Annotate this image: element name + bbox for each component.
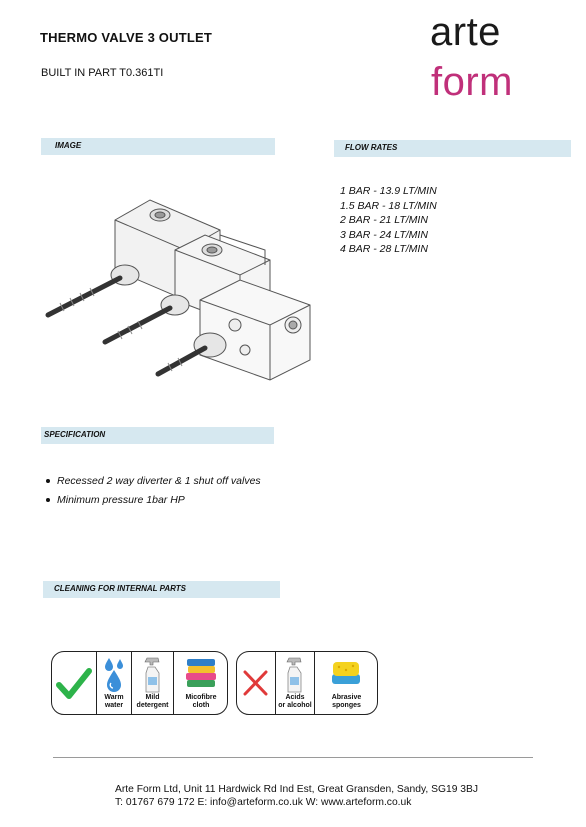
flow-rate-item: 1 BAR - 13.9 LT/MIN: [340, 185, 437, 197]
logo-form: form: [431, 60, 513, 104]
abrasive-sponges-cell: [314, 652, 378, 714]
mild-detergent-label: Mild detergent: [136, 694, 169, 709]
logo-arte: arte: [430, 10, 501, 54]
water-drops-icon: [100, 656, 128, 694]
cleaning-forbidden-group: [236, 651, 378, 715]
microfibre-cloth-label: Micofibre cloth: [185, 694, 217, 709]
image-section-label: IMAGE: [55, 141, 82, 150]
cloth-stack-icon: [183, 656, 219, 690]
flow-rate-item: 2 BAR - 21 LT/MIN: [340, 214, 428, 227]
flow-section-label: FLOW RATES: [345, 143, 398, 152]
microfibre-cloth-cell: [173, 652, 228, 714]
abrasive-sponges-label: Abrasive sponges: [331, 694, 362, 709]
footer-address: Arte Form Ltd, Unit 11 Hardwick Rd Ind Est, Great Gransden, Sandy, SG19 3BJ: [115, 784, 479, 795]
cleaning-section-band: [43, 581, 280, 598]
product-title: THERMO VALVE 3 OUTLET: [40, 30, 213, 45]
spray-bottle-icon: [141, 655, 165, 695]
warm-water-label: Warm water: [104, 694, 124, 709]
acids-alcohol-label: Acids or alcohol: [278, 694, 312, 709]
spec-section-band: [41, 427, 274, 444]
spec-item: Minimum pressure 1bar HP: [44, 491, 261, 510]
flow-section-band: [334, 140, 571, 157]
cross-icon: [237, 652, 275, 714]
footer-divider: [53, 757, 533, 758]
sponge-icon: [329, 658, 363, 690]
check-icon: [52, 652, 96, 714]
mild-detergent-cell: [131, 652, 173, 714]
acids-alcohol-cell: [275, 652, 314, 714]
valve-product-image: [40, 190, 325, 390]
image-section-band: [41, 138, 275, 155]
allowed-check-cell: [52, 652, 96, 714]
spec-section-label: SPECIFICATION: [44, 430, 106, 439]
flow-rates-list: [340, 184, 437, 257]
cleaning-allowed-group: [51, 651, 228, 715]
specification-list: [44, 472, 261, 509]
flow-rate-item: 1.5 BAR - 18 LT/MIN: [340, 199, 437, 212]
cleaning-section-label: CLEANING FOR INTERNAL PARTS: [54, 584, 187, 593]
warm-water-cell: [96, 652, 131, 714]
forbidden-cross-cell: [237, 652, 275, 714]
product-subtitle: BUILT IN PART T0.361TI: [41, 67, 164, 79]
flow-rate-item: 4 BAR - 28 LT/MIN: [340, 243, 428, 256]
footer-contact: T: 01767 679 172 E: info@arteform.co.uk W: www.arteform.co.uk: [115, 797, 412, 808]
spray-bottle-icon: [283, 655, 307, 695]
flow-rate-item: 3 BAR - 24 LT/MIN: [340, 228, 428, 241]
spec-item: Recessed 2 way diverter & 1 shut off valves: [44, 472, 261, 491]
